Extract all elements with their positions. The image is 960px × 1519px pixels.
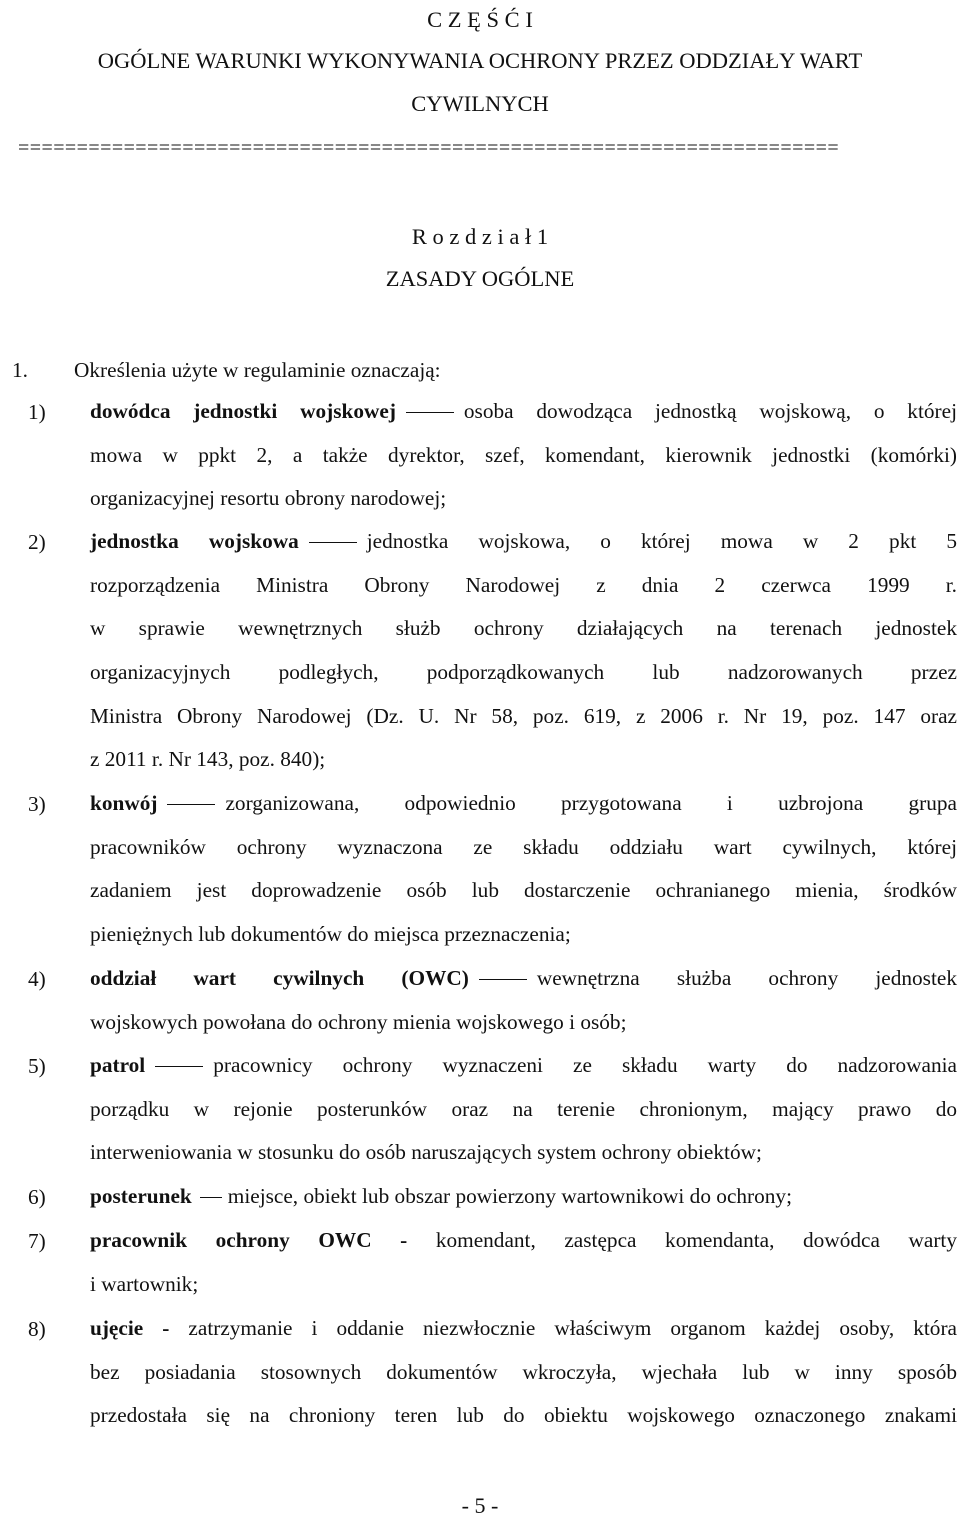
item-body: [90, 957, 957, 1044]
item-line: mowa w ppkt 2, a także dyrektor, szef, komendant, kierownik jednostki (komórki): [90, 442, 957, 467]
separator-rule: ======================================================================: [18, 137, 840, 159]
item-line: pieniężnych lub dokumentów do miejsca przeznaczenia;: [90, 921, 571, 946]
item-line: jednostka wojskowa, o której mowa w 2 pkt 5: [366, 529, 957, 554]
item-line: w sprawie wewnętrznych służb ochrony działających na terenach jednostek: [90, 616, 957, 641]
em-dash: [309, 542, 357, 543]
item-line: osoba dowodząca jednostką wojskową, o której: [463, 399, 957, 424]
section-intro: [12, 355, 441, 385]
item-term: patrol: [90, 1053, 146, 1078]
item-body: [90, 1219, 957, 1306]
item-line: zadaniem jest doprowadzenie osób lub dostarczenie ochranianego mienia, środków: [90, 878, 957, 903]
definition-item: [28, 1226, 957, 1306]
item-term: dowódca jednostki wojskowej: [90, 399, 396, 424]
definition-item: [28, 397, 957, 521]
item-number: 2): [28, 530, 46, 554]
section-number: 1.: [12, 358, 28, 382]
document-title-line1: OGÓLNE WARUNKI WYKONYWANIA OCHRONY PRZEZ ODDZIAŁY WART: [97, 48, 863, 73]
em-dash: [167, 804, 215, 805]
item-line: pracowników ochrony wyznaczona ze składu oddziału wart cywilnych, której: [90, 834, 957, 859]
item-term: konwój: [90, 791, 158, 816]
item-line: z 2011 r. Nr 143, poz. 840);: [90, 747, 326, 772]
item-number: 5): [28, 1054, 46, 1078]
definition-item: [28, 1314, 957, 1438]
item-number: 7): [28, 1229, 46, 1253]
chapter-title: ZASADY OGÓLNE: [385, 266, 575, 291]
item-line: zorganizowana, odpowiednio przygotowana i uzbrojona grupa: [225, 791, 957, 816]
definition-item: [28, 1182, 957, 1219]
item-body: [90, 1175, 957, 1219]
em-dash: [155, 1066, 203, 1067]
item-line: wojskowych powołana do ochrony mienia wojskowego i osób;: [90, 1009, 627, 1034]
item-number: 6): [28, 1185, 46, 1209]
item-term: pracownik ochrony OWC -: [90, 1228, 408, 1253]
item-body: [90, 1307, 957, 1438]
item-line: wewnętrzna służba ochrony jednostek: [536, 966, 957, 991]
part-heading: C Z Ę Ś Ć I: [427, 7, 533, 32]
definition-item: [28, 527, 957, 782]
item-line: organizacyjnej resortu obrony narodowej;: [90, 486, 447, 511]
item-line: miejsce, obiekt lub obszar powierzony wartownikowi do ochrony;: [227, 1184, 792, 1209]
item-line: Ministra Obrony Narodowej (Dz. U. Nr 58, poz. 619, z 2006 r. Nr 19, poz. 147 oraz: [90, 703, 957, 728]
item-line: komendant, zastępca komendanta, dowódca warty: [435, 1228, 957, 1253]
item-line: rozporządzenia Ministra Obrony Narodowej z dnia 2 czerwca 1999 r.: [90, 572, 957, 597]
item-body: [90, 520, 957, 782]
item-line: i wartownik;: [90, 1271, 199, 1296]
item-number: 4): [28, 967, 46, 991]
item-body: [90, 390, 957, 521]
page-number: - 5 -: [461, 1493, 499, 1518]
item-number: 1): [28, 400, 46, 424]
definition-item: [28, 789, 957, 957]
em-dash: [479, 979, 527, 980]
item-term: oddział wart cywilnych (OWC): [90, 966, 469, 991]
em-dash: [200, 1197, 222, 1198]
definition-item: [28, 964, 957, 1044]
definition-item: [28, 1051, 957, 1175]
section-intro-text: Określenia użyte w regulaminie oznaczają:: [74, 358, 441, 382]
item-line: interweniowania w stosunku do osób naruszających system ochrony obiektów;: [90, 1140, 762, 1165]
item-line: organizacyjnych podległych, podporządkowanych lub nadzorowanych przez: [90, 659, 957, 684]
item-line: bez posiadania stosownych dokumentów wkroczyła, wjechała lub w inny sposób: [90, 1359, 957, 1384]
item-line: porządku w rejonie posterunków oraz na terenie chronionym, mający prawo do: [90, 1096, 957, 1121]
item-line: zatrzymanie i oddanie niezwłocznie właściwym organom każdej osoby, która: [188, 1316, 957, 1341]
item-line: przedostała się na chroniony teren lub do obiektu wojskowego oznaczonego znakami: [90, 1403, 957, 1428]
document-title-line2: CYWILNYCH: [411, 91, 549, 116]
item-body: [90, 1044, 957, 1175]
item-term: jednostka wojskowa: [90, 529, 299, 554]
item-term: ujęcie -: [90, 1316, 170, 1341]
item-term: posterunek: [90, 1184, 192, 1209]
item-number: 8): [28, 1317, 46, 1341]
item-body: [90, 782, 957, 956]
chapter-label: R o z d z i a ł 1: [411, 224, 549, 249]
em-dash: [406, 412, 454, 413]
item-line: pracownicy ochrony wyznaczeni ze składu warty do nadzorowania: [213, 1053, 957, 1078]
item-number: 3): [28, 792, 46, 816]
